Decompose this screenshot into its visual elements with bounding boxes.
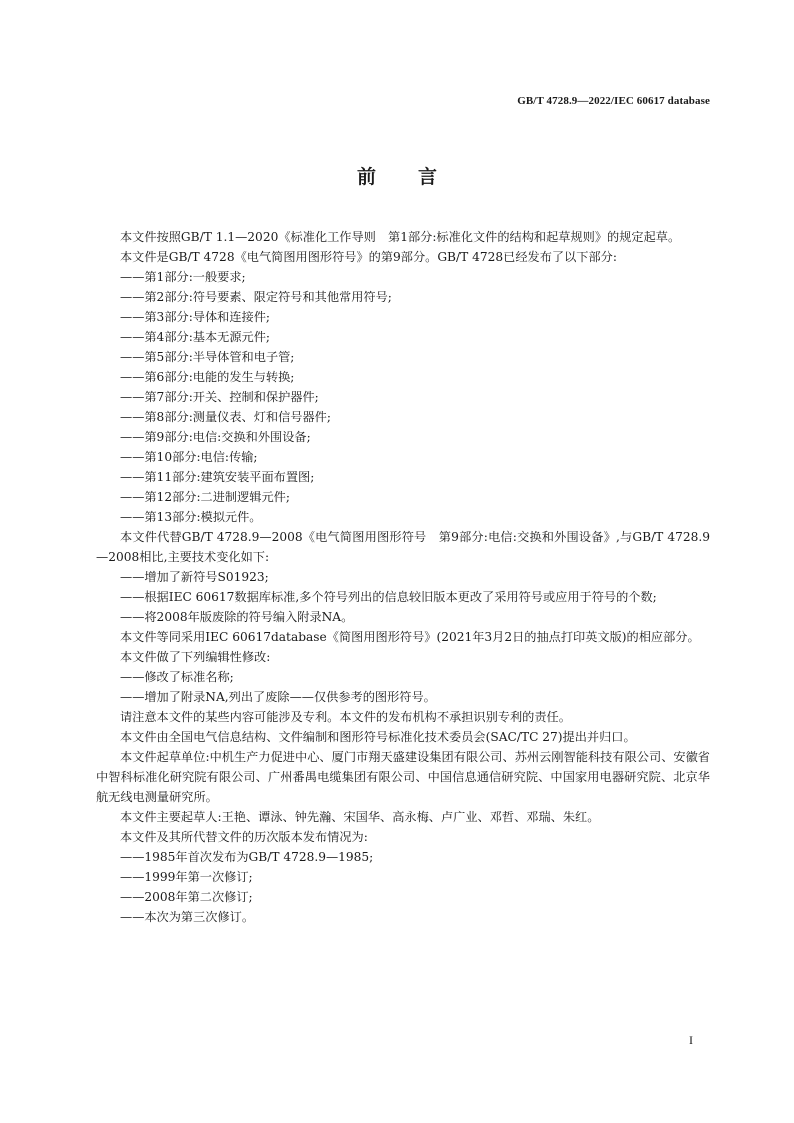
paragraph-part-intro: 本文件是GB/T 4728《电气简图用图形符号》的第9部分。GB/T 4728已经发布了以下部分: (120, 250, 617, 264)
list-item-change: ——根据IEC 60617数据库标准,多个符号列出的信息较旧版本更改了采用符号或应用于符号的个数; (120, 590, 657, 604)
list-item-part: ——第6部分:电能的发生与转换; (120, 370, 295, 384)
page-title (0, 162, 794, 189)
list-item-part: ——第5部分:半导体管和电子管; (120, 350, 295, 364)
list-item-change: ——增加了新符号S01923; (120, 570, 269, 584)
list-item-part: ——第7部分:开关、控制和保护器件; (120, 390, 319, 404)
list-item-history: ——1985年首次发布为GB/T 4728.9—1985; (120, 850, 374, 864)
list-item-change: ——将2008年版废除的符号编入附录NA。 (120, 610, 354, 624)
title-char-2: 言 (418, 166, 438, 188)
paragraph-replaces: 本文件代替GB/T 4728.9—2008《电气简图用图形符号 第9部分:电信:交换和外围设备》,与GB/T 4728.9—2008相比,主要技术变化如下: (96, 530, 710, 564)
paragraph-editorial-intro: 本文件做了下列编辑性修改: (120, 650, 271, 664)
list-item-history: ——1999年第一次修订; (120, 870, 253, 884)
list-item-edit: ——增加了附录NA,列出了废除——仅供参考的图形符号。 (120, 690, 436, 704)
paragraph-history-intro: 本文件及其所代替文件的历次版本发布情况为: (120, 830, 368, 844)
list-item-edit: ——修改了标准名称; (120, 670, 234, 684)
list-item-part: ——第10部分:电信:传输; (120, 450, 258, 464)
list-item-part: ——第12部分:二进制逻辑元件; (120, 490, 290, 504)
list-item-part: ——第4部分:基本无源元件; (120, 330, 271, 344)
list-item-part: ——第8部分:测量仪表、灯和信号器件; (120, 410, 331, 424)
list-item-part: ——第2部分:符号要素、限定符号和其他常用符号; (120, 290, 392, 304)
page-number: I (689, 1033, 693, 1047)
paragraph-patent-notice: 请注意本文件的某些内容可能涉及专利。本文件的发布机构不承担识别专利的责任。 (120, 710, 571, 724)
document-code-header: GB/T 4728.9—2022/IEC 60617 database (517, 95, 710, 107)
paragraph-drafters: 本文件主要起草人:王艳、谭泳、钟先瀚、宋国华、高永梅、卢广业、邓哲、邓瑞、朱红。 (120, 810, 600, 824)
paragraph-proposer: 本文件由全国电气信息结构、文件编制和图形符号标准化技术委员会(SAC/TC 27)提出并归口。 (120, 730, 636, 744)
list-item-history: ——本次为第三次修订。 (120, 910, 255, 924)
list-item-part: ——第1部分:一般要求; (120, 270, 246, 284)
paragraph-equivalence: 本文件等同采用IEC 60617database《简图用图形符号》(2021年3月2日的抽点打印英文版)的相应部分。 (120, 630, 700, 644)
foreword-body (96, 227, 710, 927)
list-item-part: ——第9部分:电信:交换和外围设备; (120, 430, 311, 444)
title-char-1: 前 (356, 166, 376, 188)
paragraph-drafting-rules: 本文件按照GB/T 1.1—2020《标准化工作导则 第1部分:标准化文件的结构和起草规则》的规定起草。 (120, 230, 681, 244)
paragraph-drafting-units: 本文件起草单位:中机生产力促进中心、厦门市翔天盛建设集团有限公司、苏州云刚智能科技有限公司、安徽省中智科标准化研究院有限公司、广州番禺电缆集团有限公司、中国信息通信研究院、中国家用电器研究院、北京华航无线电测量研究所。 (96, 750, 710, 804)
list-item-part: ——第13部分:模拟元件。 (120, 510, 262, 524)
list-item-part: ——第11部分:建筑安装平面布置图; (120, 470, 315, 484)
list-item-history: ——2008年第二次修订; (120, 890, 253, 904)
list-item-part: ——第3部分:导体和连接件; (120, 310, 271, 324)
